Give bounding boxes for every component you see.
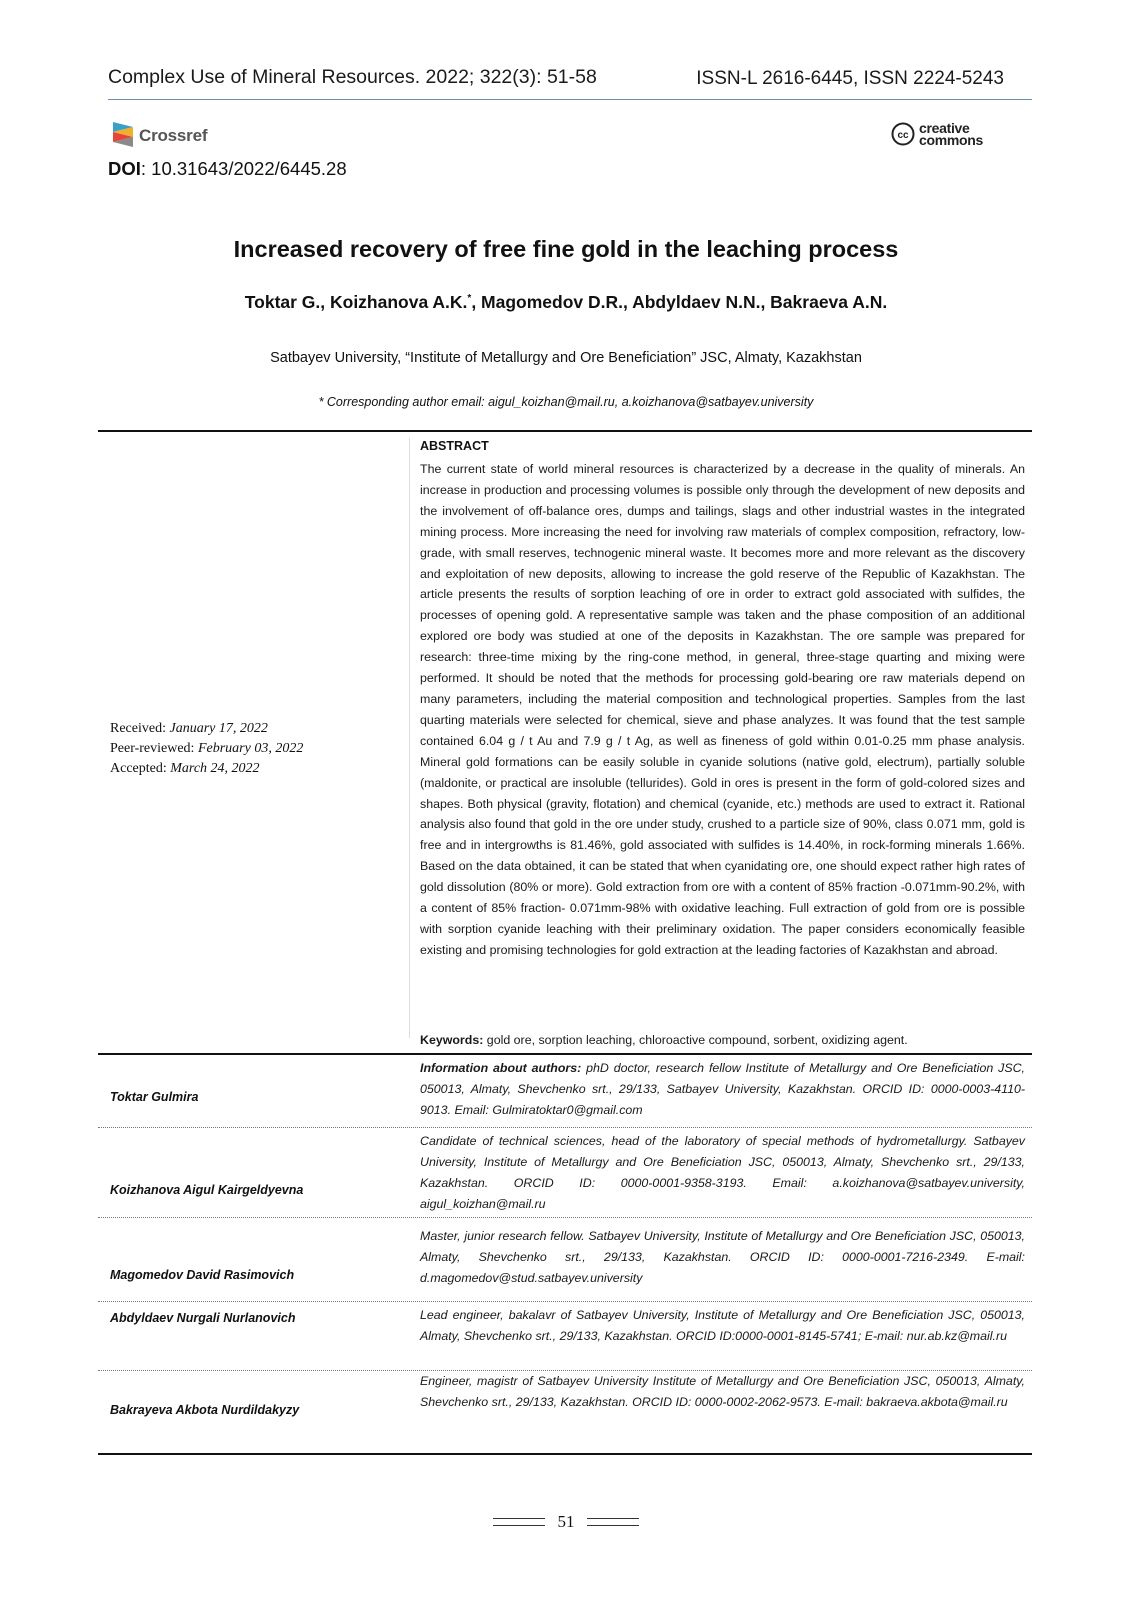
received-date bbox=[110, 719, 303, 739]
svg-text:cc: cc bbox=[897, 130, 909, 141]
creative-commons-logo[interactable] bbox=[891, 122, 983, 146]
received-label: Received: bbox=[110, 721, 170, 736]
affiliation: Satbayev University, “Institute of Metallurgy and Ore Beneficiation” JSC, Almaty, Kazakhstan bbox=[270, 350, 862, 366]
received-value: January 17, 2022 bbox=[169, 721, 268, 736]
table-bottom-rule bbox=[98, 1453, 1032, 1455]
peer-value: February 03, 2022 bbox=[197, 741, 304, 756]
doi[interactable] bbox=[108, 158, 347, 180]
author-name: Magomedov David Rasimovich bbox=[110, 1268, 295, 1282]
accepted-value: March 24, 2022 bbox=[170, 761, 260, 776]
peer-label: Peer-reviewed: bbox=[110, 741, 198, 756]
author-name: Abdyldaev Nurgali Nurlanovich bbox=[110, 1311, 296, 1325]
creative-commons-wordmark bbox=[919, 122, 983, 146]
authors-first: Toktar G., Koizhanova A.K. bbox=[244, 292, 468, 312]
table-top-rule bbox=[98, 430, 1032, 432]
doi-value: : 10.31643/2022/6445.28 bbox=[140, 158, 347, 179]
author-name: Toktar Gulmira bbox=[110, 1090, 199, 1104]
accepted-date bbox=[110, 759, 303, 779]
cc-word-1: creative bbox=[919, 120, 970, 136]
header-divider bbox=[108, 99, 1032, 100]
crossref-label: Crossref bbox=[139, 126, 208, 145]
author-info: Master, junior research fellow. Satbayev University, Institute of Metallurgy and Ore Beneficiation JSC, 050013, Almaty, Shevchenko srt., 29/133, Kazakhstan. ORCID ID: 0000-0001-7216-2349. E-mail: d.magomedov@stud.satbayev.university bbox=[420, 1229, 1025, 1285]
author-info bbox=[420, 1058, 1025, 1121]
issn: ISSN-L 2616-6445, ISSN 2224-5243 bbox=[696, 68, 1004, 89]
cc-word-2: commons bbox=[919, 132, 984, 148]
column-separator bbox=[409, 438, 410, 1038]
row-divider bbox=[98, 1217, 1032, 1218]
author-name: Bakrayeva Akbota Nurdildakyzy bbox=[110, 1403, 300, 1417]
crossref-icon bbox=[111, 120, 135, 152]
author-name: Koizhanova Aigul Kairgeldyevna bbox=[110, 1183, 304, 1197]
keywords bbox=[420, 1033, 1025, 1047]
corresponding-author: * Corresponding author email: aigul_koizhan@mail.ru, a.koizhanova@satbayev.university bbox=[318, 395, 814, 409]
peer-reviewed-date bbox=[110, 739, 303, 759]
corresponding-star: * bbox=[467, 293, 472, 305]
page-number-ornament-right bbox=[587, 1518, 639, 1526]
keywords-value: gold ore, sorption leaching, chloroactive compound, sorbent, oxidizing agent. bbox=[483, 1033, 908, 1047]
row-divider bbox=[98, 1301, 1032, 1302]
creative-commons-icon bbox=[891, 122, 915, 146]
doi-label: DOI bbox=[108, 158, 141, 179]
crossref-logo[interactable] bbox=[111, 119, 207, 153]
article-dates bbox=[110, 719, 303, 779]
author-info-text: phD doctor, research fellow Institute of Metallurgy and Ore Beneficiation JSC, 050013, Almaty, Shevchenko srt., 29/133, Satbayev University, Kazakhstan. ORCID ID: 0000-0003-4110-9013. Email: Gulmiratoktar0@gmail.com bbox=[420, 1061, 1025, 1117]
authors-rest: , Magomedov D.R., Abdyldaev N.N., Bakraeva A.N. bbox=[471, 292, 888, 312]
keywords-label: Keywords: bbox=[420, 1033, 484, 1047]
abstract-heading: ABSTRACT bbox=[420, 439, 489, 453]
paper-title: Increased recovery of free fine gold in the leaching process bbox=[233, 236, 899, 262]
author-info: Candidate of technical sciences, head of the laboratory of special methods of hydrometallurgy. Satbayev University, Institute of Metallurgy and Ore Beneficiation JSC, 050013, Almaty, Shevchenko srt., 29/133, Kazakhstan. ORCID ID: 0000-0001-9358-3193. Email: a.koizhanova@satbayev.university, aigul_koizhan@mail.ru bbox=[420, 1134, 1025, 1211]
abstract-bottom-rule bbox=[98, 1053, 1032, 1055]
page-number: 51 bbox=[557, 1512, 575, 1531]
author-info: Lead engineer, bakalavr of Satbayev University, Institute of Metallurgy and Ore Beneficiation JSC, 050013, Almaty, Shevchenko srt., 29/133, Kazakhstan. ORCID ID:0000-0001-8145-5741; E-mail: nur.ab.kz@mail.ru bbox=[420, 1308, 1025, 1343]
authors-info-lead: Information about authors: bbox=[420, 1061, 582, 1075]
author-list bbox=[0, 292, 1132, 313]
row-divider bbox=[98, 1127, 1032, 1128]
journal-citation: Complex Use of Mineral Resources. 2022; 322(3): 51-58 bbox=[108, 66, 597, 88]
author-info: Engineer, magistr of Satbayev University Institute of Metallurgy and Ore Beneficiation JSC, 050013, Almaty, Shevchenko srt., 29/133, Kazakhstan. ORCID ID: 0000-0002-2062-9573. E-mail: bakraeva.akbota@mail.ru bbox=[420, 1374, 1025, 1409]
accepted-label: Accepted: bbox=[110, 761, 171, 776]
abstract-text: The current state of world mineral resources is characterized by a decrease in the quality of minerals. An increase in production and processing volumes is possible only through the development of new deposits and the involvement of off-balance ores, dumps and tailings, slags and other industrial wastes in the integrated mining process. More increasing the need for involving raw materials of complex composition, refractory, low-grade, with small reserves, technogenic mineral waste. It becomes more and more relevant as the discovery and exploitation of new deposits, allowing to increase the gold reserve of the Republic of Kazakhstan. The article presents the results of sorption leaching of ore in order to extract gold associated with sulfides, the processes of opening gold. A representative sample was taken and the phase composition of an additional explored ore body was studied at one of the deposits in Kazakhstan. The ore sample was prepared for research: three-time mixing by the ring-cone method, in general, three-stage quarting and mixing were performed. It should be noted that the methods for processing gold-bearing ore raw materials depend on many parameters, including the material composition and technological properties. Samples from the last quarting materials were selected for chemical, sieve and phase analyzes. It was found that the test sample contained 6.04 g / t Au and 7.9 g / t Ag, as well as fineness of gold within 0.01-0.25 mm phase analysis. Mineral gold formations can be easily soluble in cyanide solutions (native gold, electrum), partially soluble (maldonite, or practical are insoluble (tellurides). Gold in ores is present in the form of gold-colored sizes and shapes. Both physical (gravity, flotation) and chemical (cyanide, etc.) methods are used to extract it. Rational analysis also found that gold in the ore under study, crushed to a particle size of 90%, class 0.071 mm, gold is free and in intergrowths is 81.46%, gold associated with sulfides is 14.40%, in rock-forming minerals 1.66%. Based on the data obtained, it can be stated that when cyanidating ore, one should expect rather high rates of gold dissolution (80% or more). Gold extraction from ore with a content of 85% fraction -0.071mm-90.2%, with a content of 85% fraction- 0.071mm-98% with oxidative leaching. Full extraction of gold from ore is possible with sorption cyanide leaching with their preliminary oxidation. The paper considers economically feasible existing and promising technologies for gold extraction at the leading factories of Kazakhstan and abroad. bbox=[420, 462, 1025, 957]
